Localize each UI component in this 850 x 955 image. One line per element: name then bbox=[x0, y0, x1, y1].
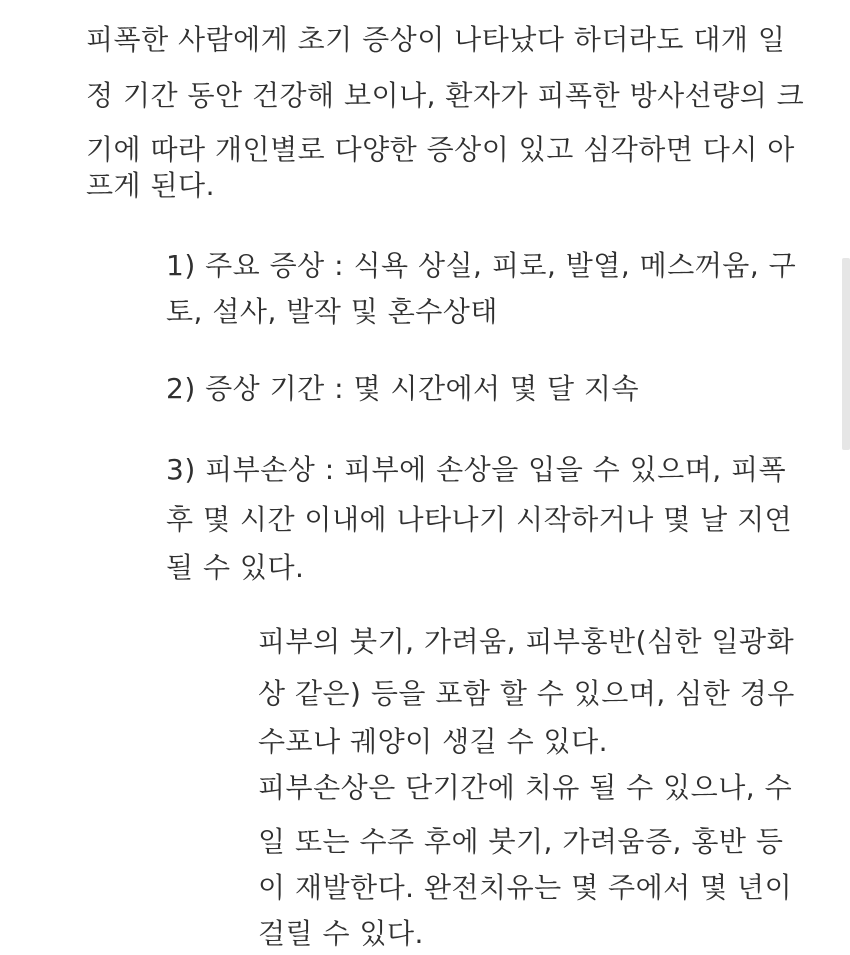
scrollbar[interactable] bbox=[842, 258, 850, 450]
list-item-line: 3) 피부손상 : 피부에 손상을 입을 수 있으며, 피폭 bbox=[166, 453, 787, 486]
intro-line: 기에 따라 개인별로 다양한 증상이 있고 심각하면 다시 아 bbox=[86, 133, 795, 166]
list-item-line: 1) 주요 증상 : 식욕 상실, 피로, 발열, 메스꺼움, 구 bbox=[166, 249, 797, 282]
list-item-line: 2) 증상 기간 : 몇 시간에서 몇 달 지속 bbox=[166, 372, 640, 405]
detail-line: 피부손상은 단기간에 치유 될 수 있으나, 수 bbox=[258, 771, 793, 804]
detail-line: 상 같은) 등을 포함 할 수 있으며, 심한 경우 bbox=[258, 677, 795, 710]
intro-line: 프게 된다. bbox=[86, 169, 215, 202]
list-item-line: 후 몇 시간 이내에 나타나기 시작하거나 몇 날 지연 bbox=[166, 503, 793, 536]
detail-line: 이 재발한다. 완전치유는 몇 주에서 몇 년이 bbox=[258, 871, 793, 904]
detail-line: 일 또는 수주 후에 붓기, 가려움증, 홍반 등 bbox=[258, 825, 784, 858]
detail-line: 수포나 궤양이 생길 수 있다. bbox=[258, 725, 609, 758]
detail-line: 피부의 붓기, 가려움, 피부홍반(심한 일광화 bbox=[258, 625, 795, 658]
intro-line: 피폭한 사람에게 초기 증상이 나타났다 하더라도 대개 일 bbox=[86, 23, 786, 56]
intro-line: 정 기간 동안 건강해 보이나, 환자가 피폭한 방사선량의 크 bbox=[86, 79, 805, 112]
detail-line: 걸릴 수 있다. bbox=[258, 917, 424, 950]
list-item-line: 토, 설사, 발작 및 혼수상태 bbox=[166, 295, 498, 328]
list-item-line: 될 수 있다. bbox=[166, 551, 305, 584]
